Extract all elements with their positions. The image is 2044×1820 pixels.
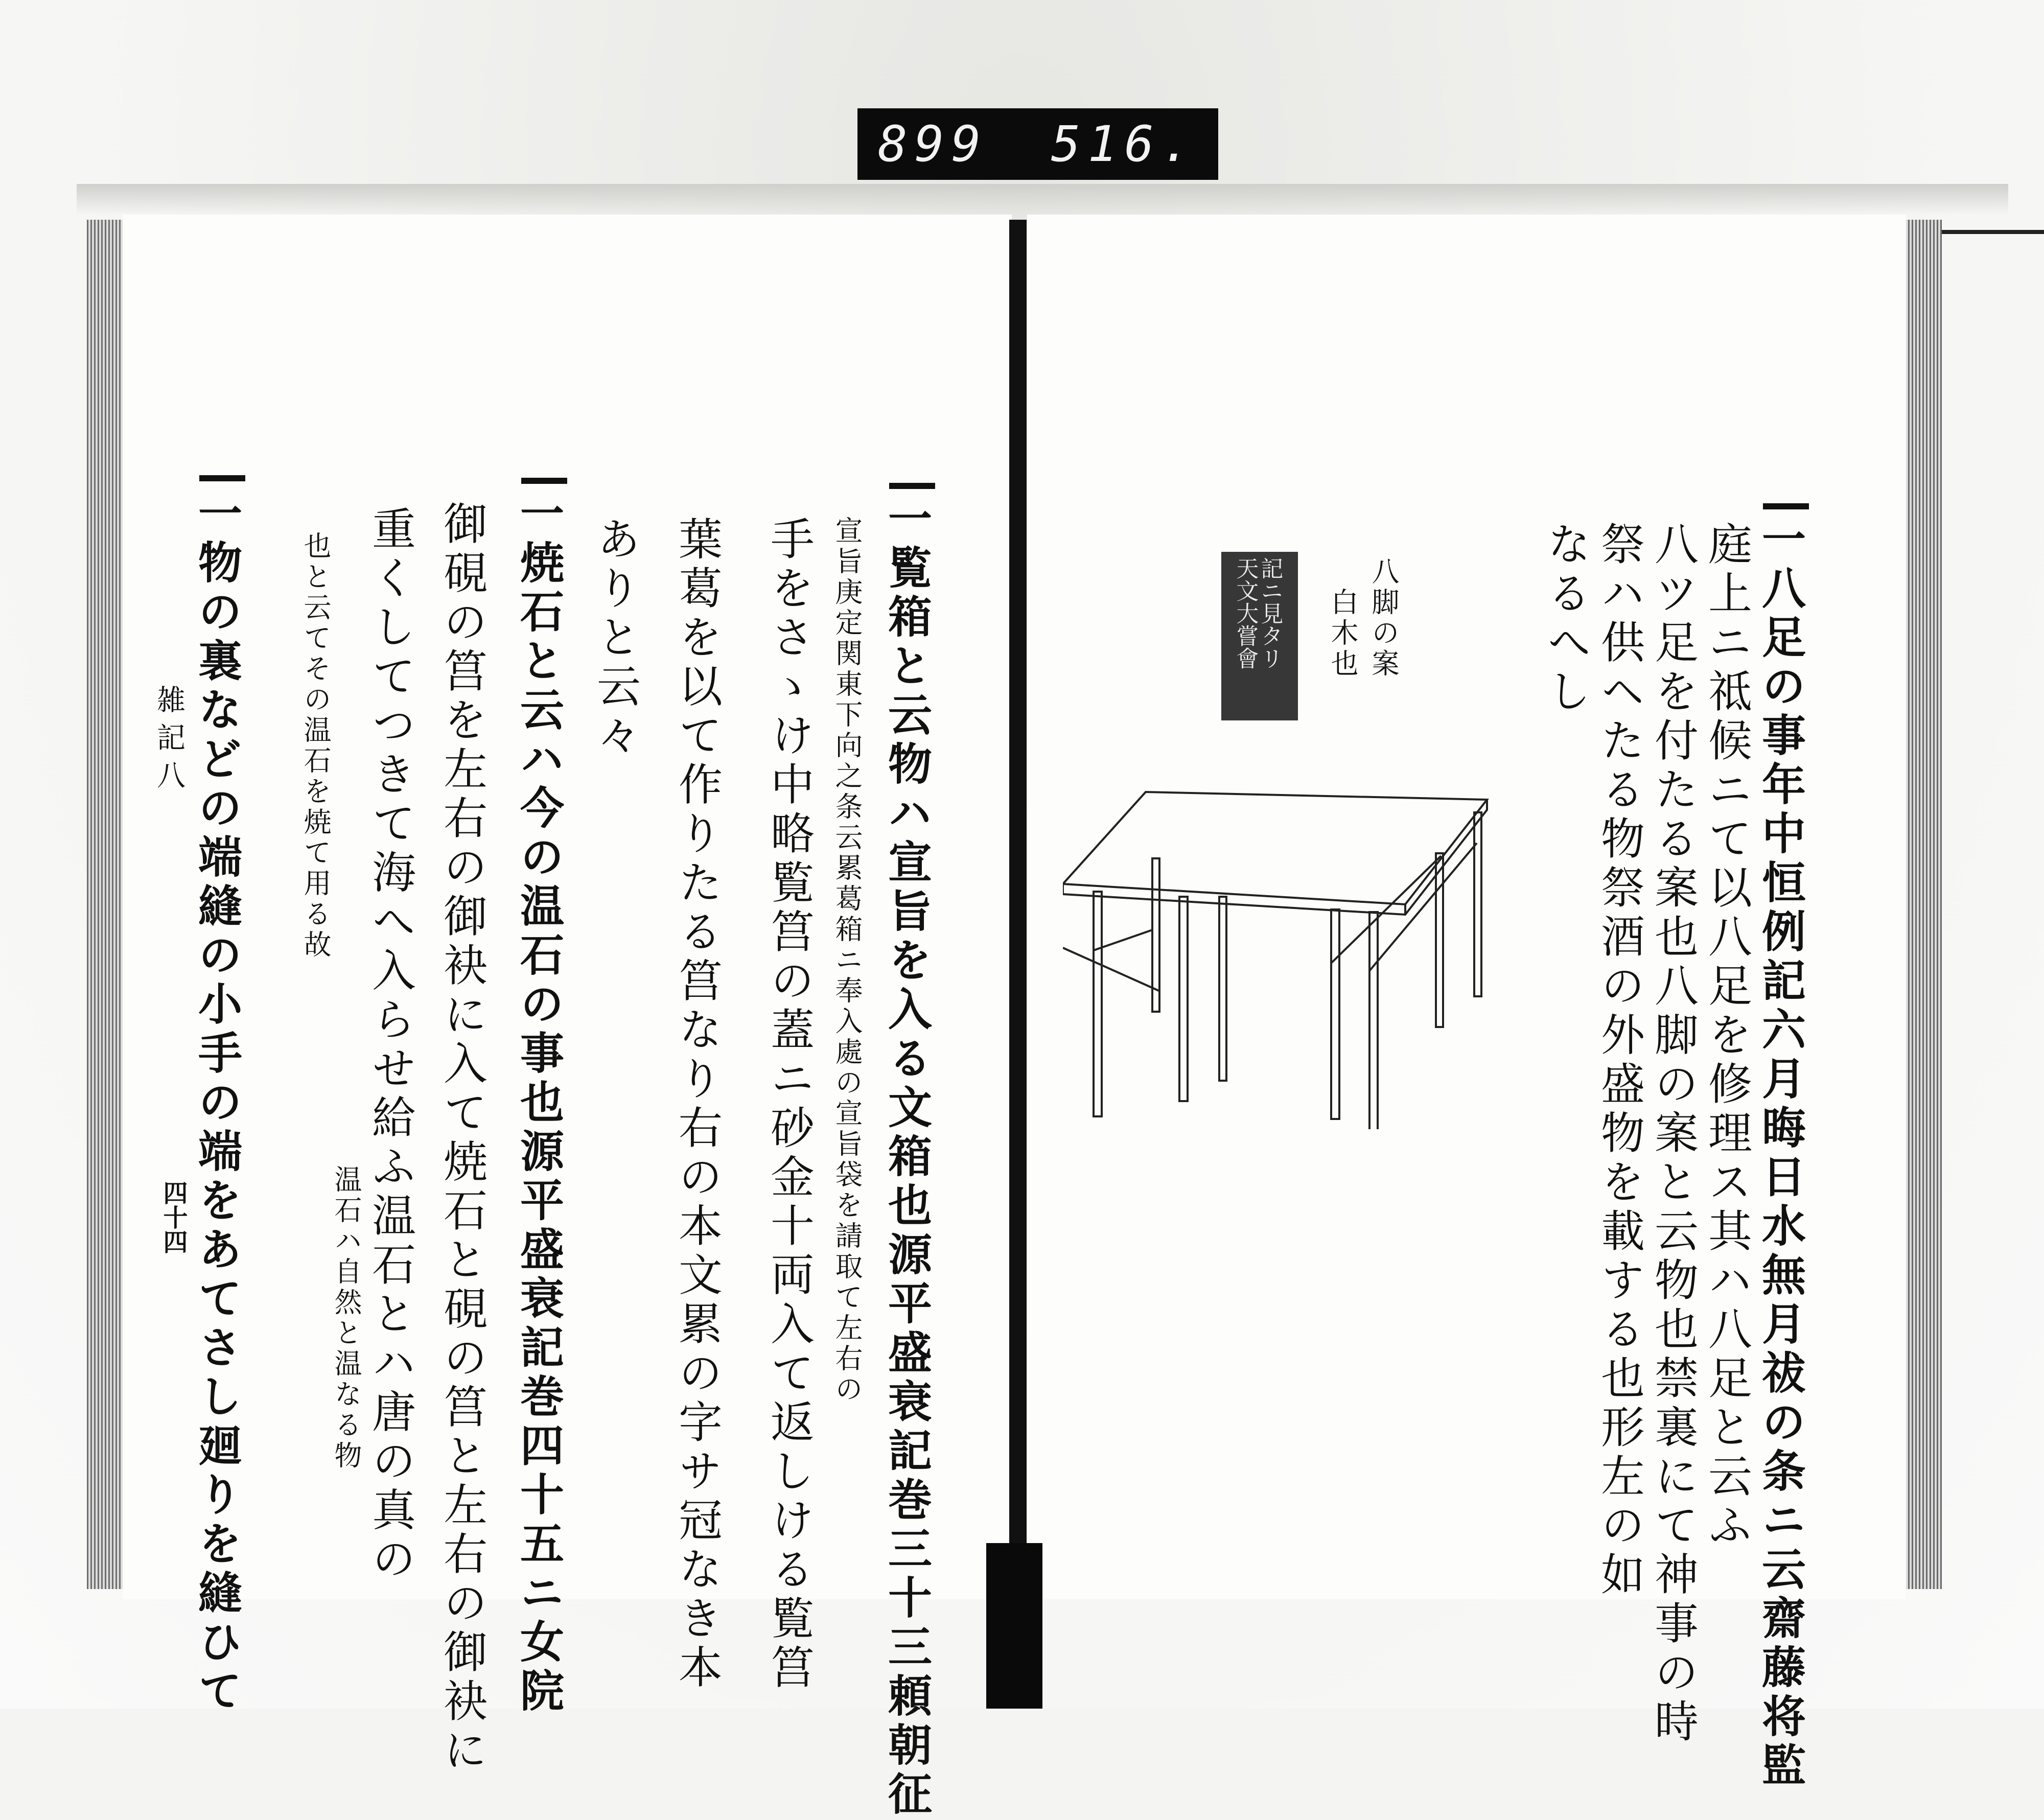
running-head: 雑記八 (152, 685, 185, 798)
right-text-line-1: 一八足の事年中恒例記六月晦日水無月祓の条ニ云齋藤将監 (1754, 516, 1806, 1791)
left-entry2-line-3: 重くしてつきて海へ入らせ給ふ温石とハ唐の真の (364, 506, 415, 1585)
right-text-line-5: なるへし (1540, 521, 1591, 717)
table-stretcher (1063, 948, 1160, 991)
figure-caption-note: 白木也 (1327, 588, 1359, 680)
catalog-number-left: 899 (878, 115, 988, 173)
entry-mark (889, 483, 935, 489)
right-page-edges (1906, 220, 1942, 1589)
left-entry2-line-5: 也と云てその温石を焼て用る故 (299, 531, 332, 961)
catalog-label (857, 108, 1218, 180)
left-entry2-line-1: 一焼石と云ハ今の温石の事也源平盛衰記巻四十五ニ女院 (513, 491, 564, 1717)
right-text-line-4: 祭ハ供ヘたる物祭酒の外盛物を載する也形左の如 (1593, 521, 1644, 1600)
catalog-number-right: 516. (1051, 115, 1198, 173)
left-entry1-line-4: 葉葛を以て作りたる筥なり右の本文累の字サ冠なき本 (671, 516, 722, 1693)
entry-mark (521, 478, 567, 484)
left-entry3-line-1: 一物の裏などの端縫の小手の端をあてさし廻りを縫ひて (191, 491, 242, 1717)
page-number: 四十四 (159, 1180, 188, 1254)
figure-caption-title: 八脚の案 (1367, 557, 1400, 680)
book-gutter (1009, 220, 1027, 1548)
table-leg (1331, 909, 1339, 1119)
left-entry1-line-5: ありと云々 (589, 516, 640, 761)
entry-mark (199, 475, 245, 481)
table-leg (1436, 853, 1443, 1027)
left-entry1-line-2: 宣旨庚定関東下向之条云累葛箱ニ奉入處の宣旨袋を請取て左右の (831, 516, 863, 1405)
right-text-line-3: 八ツ足を付たる案也八脚の案と云物也禁裏にて神事の時 (1647, 521, 1698, 1747)
table-stretcher (1331, 856, 1441, 963)
table-leg (1094, 892, 1102, 1116)
stamp-text-2: 記ニ見タリ (1257, 557, 1283, 669)
table-leg (1179, 897, 1188, 1101)
left-entry1-line-3: 手をさゝけ中略覧筥の蓋ニ砂金十両入て返しける覧筥 (763, 516, 814, 1693)
entry-mark (1763, 503, 1809, 509)
table-stretcher (1369, 843, 1477, 971)
left-entry2-line-2: 御硯の筥を左右の御袂に入て焼石と硯の筥と左右の御袂に (436, 501, 487, 1776)
table-leg (1474, 812, 1481, 996)
scanner-frame-edge (1942, 230, 2044, 234)
left-entry2-line-4: 温石ハ自然と温なる物 (330, 1165, 362, 1472)
left-page (123, 215, 1012, 1599)
stamp-text-1: 天文大嘗會 (1232, 557, 1259, 669)
gutter-clip (986, 1543, 1042, 1709)
left-page-edges (87, 220, 123, 1589)
table-leg (1219, 897, 1226, 1081)
table-top (1063, 792, 1487, 904)
left-entry1-line-1: 一覧箱と云物ハ宣旨を入る文箱也源平盛衰記巻三十三頼朝征 (880, 496, 932, 1820)
table-leg (1369, 912, 1378, 1129)
eight-legged-table-illustration (1063, 782, 1497, 1129)
book-top-shadow (77, 184, 2008, 215)
right-text-line-2: 庭上ニ祗候ニて以八足を修理ス其ハ八足と云ふ (1701, 521, 1752, 1551)
